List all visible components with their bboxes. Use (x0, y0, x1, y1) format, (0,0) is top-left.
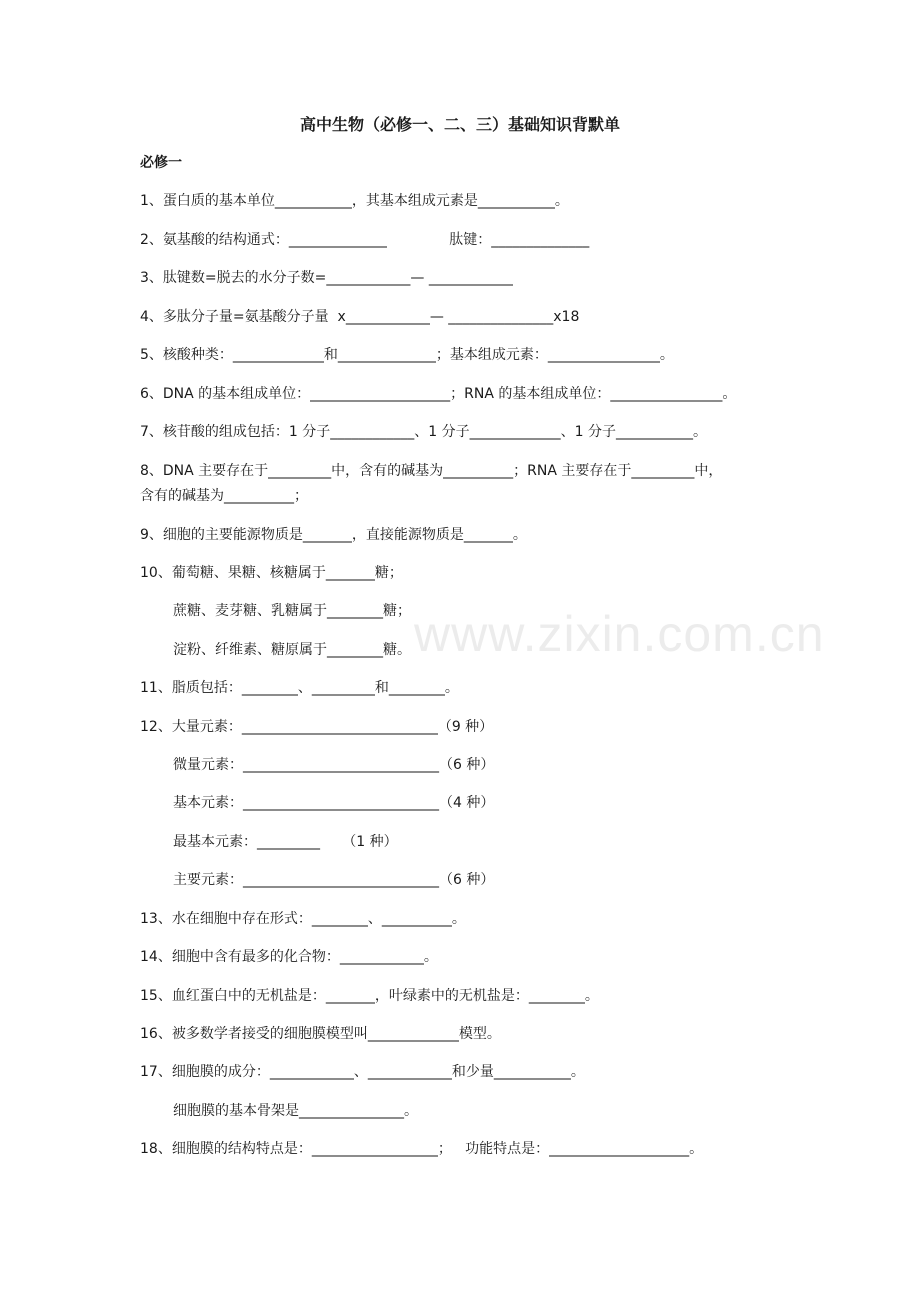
question-14: 14、细胞中含有最多的化合物：____________。 (140, 949, 438, 965)
question-4: 4、多肽分子量=氨基酸分子量 x____________— _______________x18 (140, 309, 580, 325)
question-12-main-elements: 主要元素：____________________________（6 种） (173, 872, 495, 888)
question-10-line-2: 蔗糖、麦芽糖、乳糖属于________糖； (173, 603, 411, 619)
question-7: 7、核苷酸的组成包括：1 分子____________、1 分子_____________、1 分子___________。 (140, 424, 707, 440)
question-10-line-3: 淀粉、纤维素、糖原属于________糖。 (173, 642, 411, 658)
question-8: 8、DNA 主要存在于_________中，含有的碱基为__________；RNA 主要存在于_________中， (140, 463, 723, 479)
question-13: 13、水在细胞中存在形式：________、__________。 (140, 911, 466, 927)
question-12-basic-elements: 基本元素：____________________________（4 种） (173, 795, 495, 811)
question-18: 18、细胞膜的结构特点是：__________________； 功能特点是：____________________。 (140, 1141, 704, 1157)
question-12-most-basic-element: 最基本元素：_________ （1 种） (173, 834, 398, 850)
question-11: 11、脂质包括：________、_________和________。 (140, 680, 459, 696)
question-5: 5、核酸种类：_____________和______________；基本组成元素：________________。 (140, 347, 674, 363)
question-12: 12、大量元素：____________________________（9 种） (140, 719, 494, 735)
question-8-continued: 含有的碱基为__________； (140, 488, 308, 504)
question-1: 1、蛋白质的基本单位___________，其基本组成元素是___________。 (140, 193, 569, 209)
question-3: 3、肽键数=脱去的水分子数=____________— ____________ (140, 270, 513, 286)
section-heading: 必修一 (140, 155, 182, 171)
question-6: 6、DNA 的基本组成单位：____________________；RNA 的基本组成单位：________________。 (140, 386, 737, 402)
watermark: www.zixin.com.cn (414, 606, 825, 662)
question-17: 17、细胞膜的成分：____________、____________和少量___________。 (140, 1064, 585, 1080)
question-2: 2、氨基酸的结构通式：______________ 肽键：______________ (140, 232, 590, 248)
question-9: 9、细胞的主要能源物质是_______，直接能源物质是_______。 (140, 527, 527, 543)
question-15: 15、血红蛋白中的无机盐是：_______，叶绿素中的无机盐是：________。 (140, 988, 599, 1004)
question-12-trace-elements: 微量元素：____________________________（6 种） (173, 757, 495, 773)
document-title: 高中生物（必修一、二、三）基础知识背默单 (299, 115, 620, 134)
question-16: 16、被多数学者接受的细胞膜模型叫_____________模型。 (140, 1026, 501, 1042)
question-10: 10、葡萄糖、果糖、核糖属于_______糖； (140, 565, 403, 581)
question-17-line-2: 细胞膜的基本骨架是_______________。 (173, 1103, 418, 1119)
